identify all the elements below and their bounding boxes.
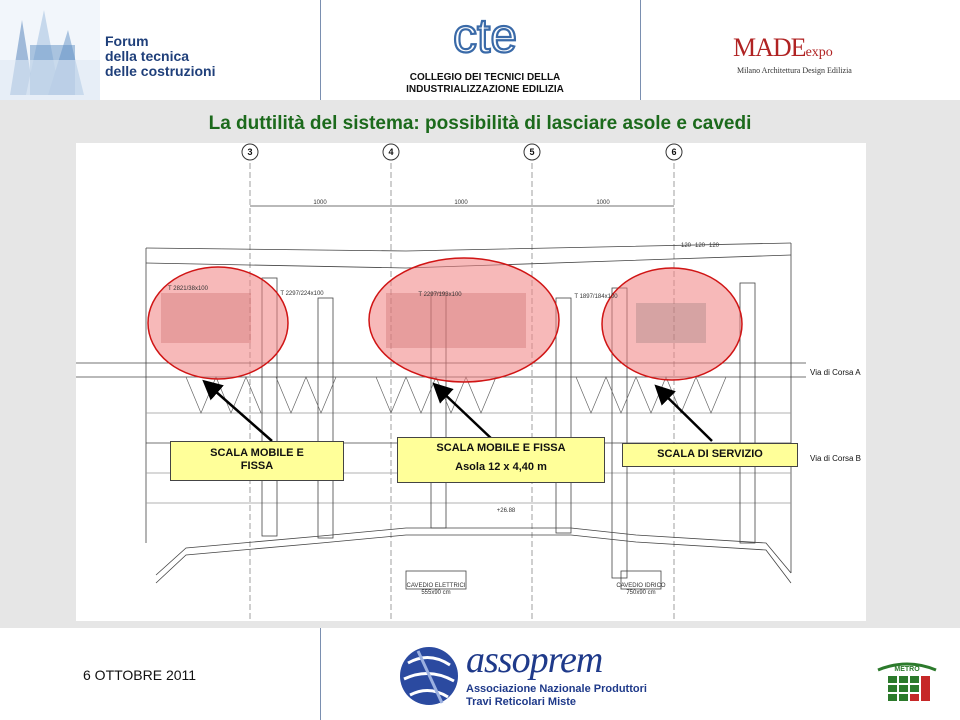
label-line: SCALA MOBILE E	[210, 447, 304, 459]
beam-tag: T 2821/38x100	[168, 286, 208, 292]
cte-line-1: COLLEGIO DEI TECNICI DELLA	[409, 72, 561, 83]
label-scala-servizio: SCALA DI SERVIZIO	[622, 443, 798, 467]
label-line: SCALA MOBILE E FISSA	[436, 442, 566, 454]
forum-title	[105, 34, 215, 79]
forum-logo	[0, 0, 100, 100]
grid-label: 4	[388, 147, 394, 157]
beam-tag: T 1897/184x100	[574, 294, 618, 300]
cavedio-label: 555x90 cm	[421, 590, 451, 596]
forum-line-3: delle costruzioni	[105, 63, 216, 79]
dimension-label: 1000	[596, 200, 610, 206]
header-divider	[320, 0, 321, 100]
made-expo-logo: MADEexpo	[733, 33, 833, 62]
grid-label: 5	[529, 147, 535, 157]
assoprem-line-1: Associazione Nazionale Produttori	[466, 683, 647, 695]
slide-header	[0, 0, 960, 100]
made-expo-subtitle: Milano Architettura Design Edilizia	[737, 66, 852, 75]
svg-text:METRO: METRO	[894, 666, 920, 673]
footer-divider	[320, 628, 321, 720]
via-corsa-b: Via di Corsa B	[810, 454, 861, 463]
dimension-label: 120	[694, 243, 706, 249]
label-line: Asola 12 x 4,40 m	[455, 461, 547, 473]
label-scala-mobile-fissa-2	[397, 437, 605, 483]
cavedio-label: 750x90 cm	[626, 590, 656, 596]
grid-label: 3	[247, 147, 253, 157]
dimension-label: 120	[708, 243, 720, 249]
dimension-label: 120	[680, 243, 692, 249]
svg-text:cte: cte	[452, 10, 518, 63]
label-scala-mobile-fissa-1	[170, 441, 344, 481]
level-label: +26.88	[496, 508, 516, 514]
cavedio-label: CAVEDIO IDRICO	[616, 583, 666, 589]
assoprem-globe-icon	[398, 643, 460, 709]
forum-line-2: della tecnica	[105, 48, 190, 64]
grid-label: 6	[671, 147, 677, 157]
header-divider	[640, 0, 641, 100]
forum-line-1: Forum	[105, 33, 149, 49]
cte-logo	[440, 8, 530, 63]
cte-line-2: INDUSTRIALIZZAZIONE EDILIZIA	[406, 84, 564, 95]
slide-title: La duttilità del sistema: possibilità di lasciare asole e cavedi	[208, 113, 752, 134]
dimension-label: 1000	[454, 200, 468, 206]
cavedio-label: CAVEDIO ELETTRICI	[406, 583, 466, 589]
assoprem-wordmark: assoprem	[466, 639, 603, 681]
arrow	[436, 386, 494, 441]
dimension-label: 1000	[313, 200, 327, 206]
beam-tag: T 2297/193x100	[418, 292, 462, 298]
label-line: FISSA	[240, 460, 274, 472]
drawing-plan	[76, 143, 866, 621]
slide-date: 6 OTTOBRE 2011	[83, 667, 197, 683]
metro-logo	[874, 656, 940, 706]
assoprem-caption	[466, 683, 647, 709]
beam-tag: T 2297/224x100	[280, 291, 324, 297]
via-corsa-a: Via di Corsa A	[810, 368, 861, 377]
assoprem-line-2: Travi Reticolari Miste	[466, 696, 577, 708]
structural-drawing	[76, 143, 866, 621]
cte-caption	[380, 72, 590, 96]
